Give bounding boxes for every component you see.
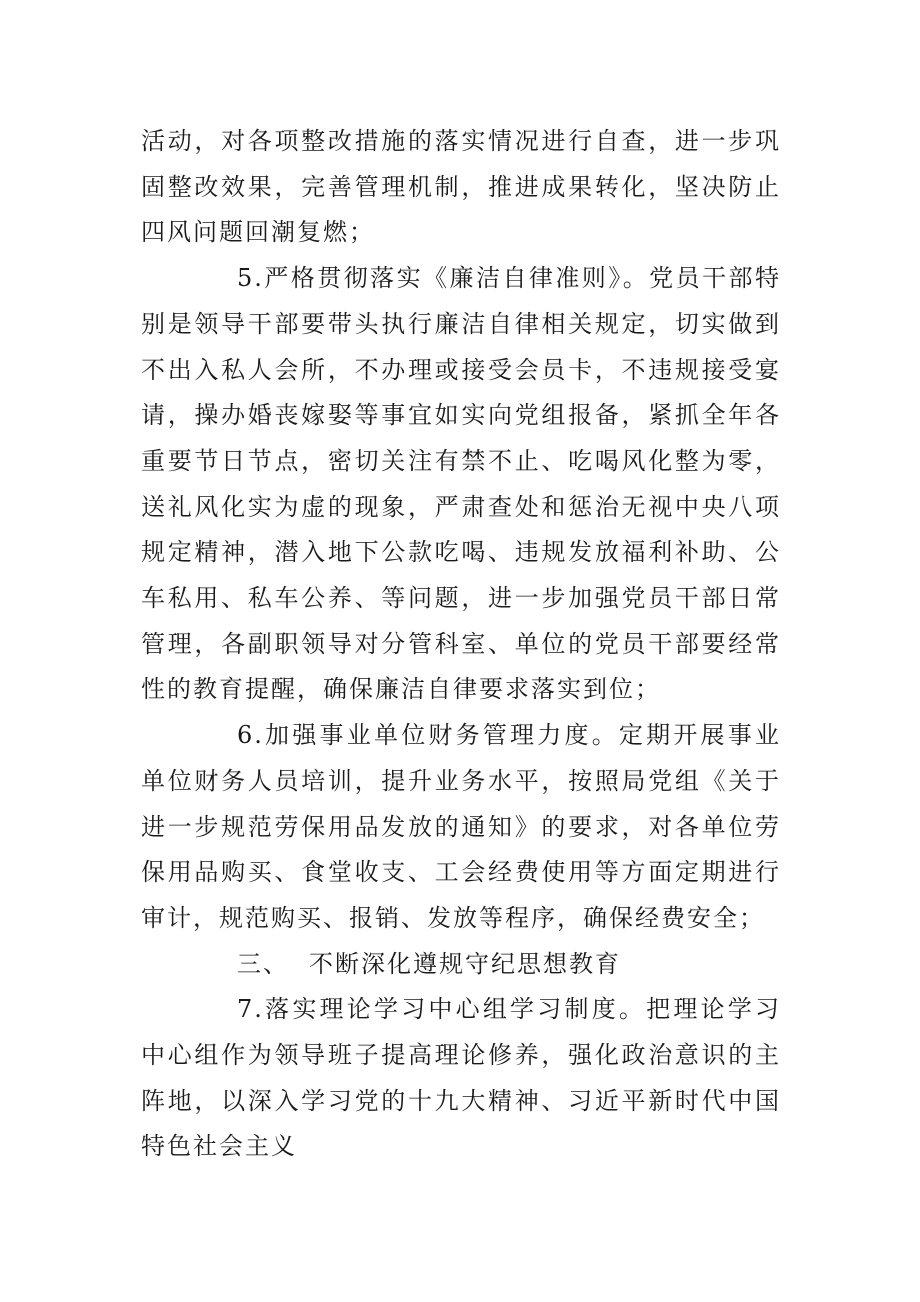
paragraph-item-7: 7.落实理论学习中心组学习制度。把理论学习中心组作为领导班子提高理论修养，强化政治意识的主阵地，以深入学习党的十九大精神、习近平新时代中国特色社会主义	[141, 995, 781, 1161]
section-heading-number: 三、	[237, 949, 289, 978]
paragraph-item-6: 6.加强事业单位财务管理力度。定期开展事业单位财务人员培训，提升业务水平，按照局党组《关于进一步规范劳保用品发放的通知》的要求，对各单位劳保用品购买、食堂收支、工会经费使用等方面定期进行审计，规范购买、报销、发放等程序，确保经费安全；	[141, 721, 781, 932]
paragraph-continuation: 活动，对各项整改措施的落实情况进行自查，进一步巩固整改效果，完善管理机制，推进成果转化，坚决防止四风问题回潮复燃；	[141, 127, 781, 247]
document-body	[141, 119, 781, 1170]
section-heading	[141, 942, 781, 988]
paragraph-item-5: 5.严格贯彻落实《廉洁自律准则》。党员干部特别是领导干部要带头执行廉洁自律相关规定，切实做到不出入私人会所，不办理或接受会员卡，不违规接受宴请，操办婚丧嫁娶等事宜如实向党组报备，紧抓全年各重要节日节点，密切关注有禁不止、吃喝风化整为零，送礼风化实为虚的现象，严肃查处和惩治无视中央八项规定精神，潜入地下公款吃喝、违规发放福利补助、公车私用、私车公养、等问题，进一步加强党员干部日常管理，各副职领导对分管科室、单位的党员干部要经常性的教育提醒，确保廉洁自律要求落实到位；	[141, 264, 781, 704]
section-heading-title: 不断深化遵规守纪思想教育	[309, 949, 621, 978]
